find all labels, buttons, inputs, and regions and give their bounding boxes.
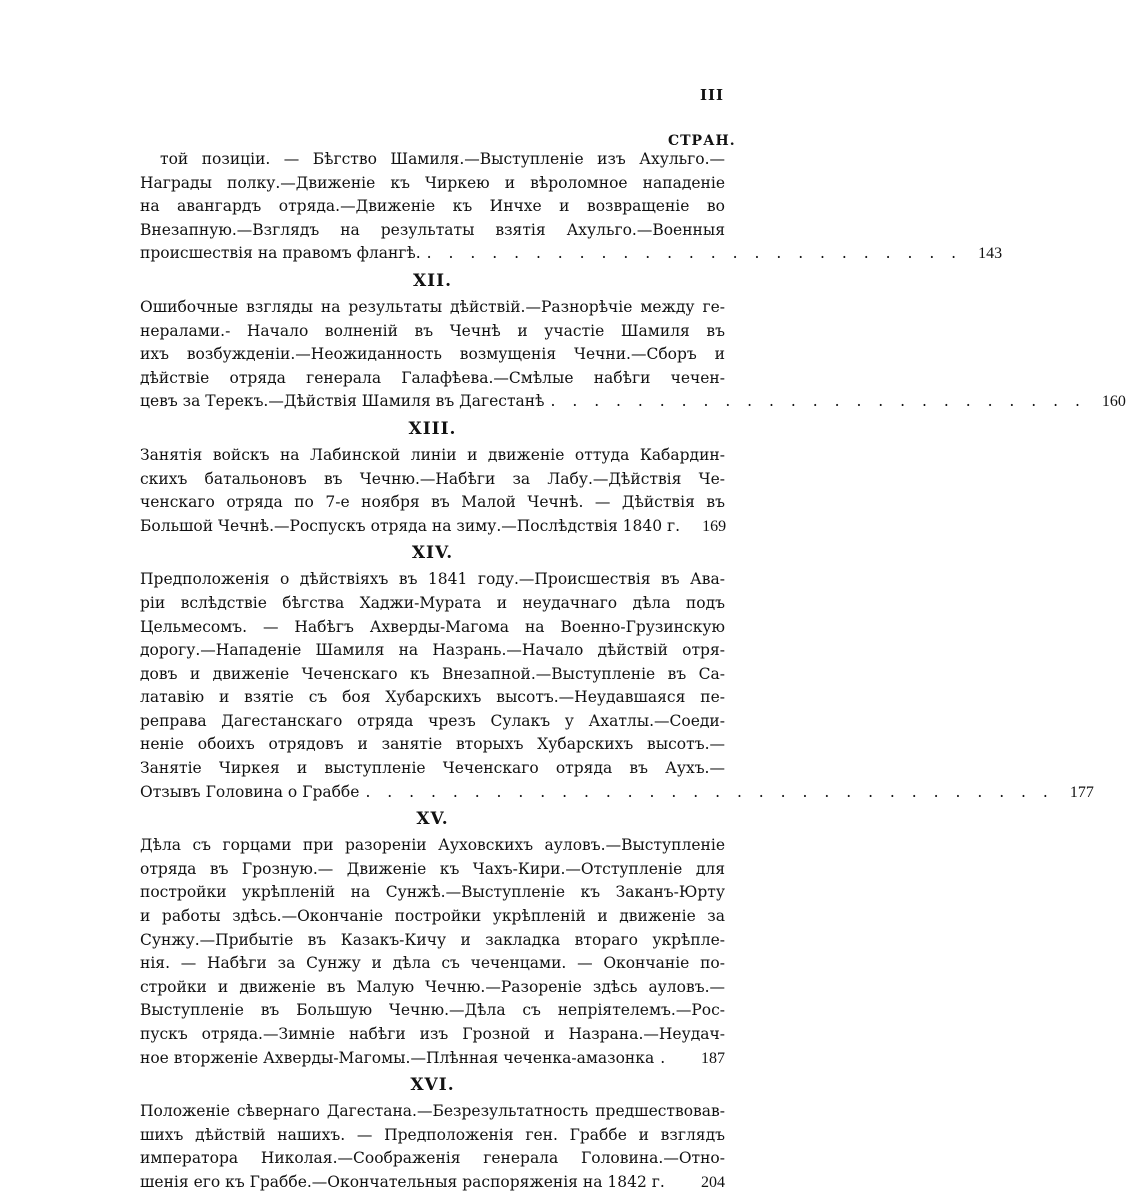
dot-leader: . . . . . . . . . . . . . . . . . . . . . . . . . . . . . . . . [365, 782, 1054, 801]
toc-text-line: неніе обоихъ отрядовъ и занятіе вторыхъ Хубарскихъ высотъ.— [140, 735, 725, 754]
toc-text-line: и работы здѣсь.—Окончаніе постройки укрѣпленій и движеніе за [140, 907, 725, 926]
toc-page-number: 204 [701, 1173, 725, 1191]
toc-text-line: ріи вслѣдствіе бѣгства Хаджи-Мурата и неудачнаго дѣла подъ [140, 593, 725, 612]
toc-text-line: нералами.- Начало волненій въ Чечнѣ и участіе Шамиля въ [140, 321, 725, 340]
toc-text-line: довъ и движеніе Чеченскаго къ Внезапной.—Выступленіе въ Са- [140, 664, 725, 683]
toc-text-line: Сунжу.—Прибытіе въ Казакъ-Кичу и закладка втораго укрѣпле- [140, 930, 725, 949]
toc-text-line: Положеніе сѣвернаго Дагестана.—Безрезультатность предшествовав- [140, 1102, 725, 1121]
toc-section [140, 148, 1003, 266]
toc-text-line: Предположенія о дѣйствіяхъ въ 1841 году.—Происшествія въ Ава- [140, 570, 725, 589]
page-column-header: СТРАН. [668, 133, 736, 149]
toc-text-line: дорогу.—Нападеніе Шамиля на Назрань.—Начало дѣйствій отря- [140, 641, 725, 660]
chapter-heading: XVI. [410, 1075, 455, 1096]
toc-text-line: Цельмесомъ. — Набѣгъ Ахверды-Магома на Военно-Грузинскую [140, 617, 725, 636]
toc-page-number: 177 [1069, 783, 1094, 801]
toc-text-line: Внезапную.—Взглядъ на результаты взятія Ахульго.—Военныя [140, 220, 725, 239]
toc-page-number: 143 [978, 245, 1003, 263]
toc-page-number: 169 [702, 517, 727, 535]
toc-text-line: Выступленіе въ Большую Чечню.—Дѣла съ непріятелемъ.—Рос- [140, 1001, 725, 1020]
toc-text-line: скихъ батальоновъ въ Чечню.—Набѣги за Лабу.—Дѣйствія Че- [140, 469, 725, 488]
toc-text-line: Занятіе Чиркея и выступленіе Чеченскаго отряда въ Аухъ.— [140, 759, 725, 778]
toc-text-line: стройки и движеніе въ Малую Чечню.—Разореніе здѣсь ауловъ.— [140, 977, 725, 996]
toc-text-line: Дѣла съ горцами при разореніи Ауховскихъ ауловъ.—Выступленіе [140, 836, 725, 855]
page-number: III [700, 86, 725, 104]
toc-entry-final-line [140, 781, 1094, 805]
toc-text-line: ное вторженіе Ахверды-Магомы.—Плѣнная чеченка-амазонка [140, 1048, 655, 1067]
toc-text-line: Награды полку.—Движеніе къ Чиркею и вѣроломное нападеніе [140, 173, 725, 192]
toc-text-line: Большой Чечнѣ.—Роспускъ отряда на зиму.—Послѣдствія 1840 г. [140, 516, 681, 535]
toc-text-line: той позиціи. — Бѣгство Шамиля.—Выступленіе изъ Ахульго.— [160, 150, 725, 168]
toc-text-line: ихъ возбужденіи.—Неожиданность возмущенія Чечни.—Сборъ и [140, 345, 725, 364]
toc-text-line: дѣйствіе отряда генерала Галафѣева.—Смѣлые набѣги чечен- [140, 368, 725, 387]
toc-text-line: императора Николая.—Соображенія генерала Головина.—Отно- [140, 1149, 725, 1168]
toc-text-line: шихъ дѣйствій нашихъ. — Предположенія ген. Граббе и взглядъ [140, 1125, 725, 1144]
toc-text-line: шенія его къ Граббе.—Окончательныя распоряженія на 1842 г. [140, 1172, 665, 1191]
toc-section [140, 414, 725, 538]
toc-text-line: постройки укрѣпленій на Сунжѣ.—Выступленіе къ Заканъ-Юрту [140, 883, 725, 902]
chapter-heading: XIII. [408, 418, 457, 439]
chapter-heading: XIV. [411, 543, 454, 564]
toc-section [140, 1070, 725, 1194]
toc-text-line: пускъ отряда.—Зимніе набѣги изъ Грозной и Назрана.—Неудач- [140, 1025, 725, 1043]
toc-entry-final-line [140, 1171, 725, 1195]
toc-text-line: Ошибочные взгляды на результаты дѣйствій.—Разнорѣчіе между ге- [140, 297, 725, 316]
table-of-contents [140, 148, 1126, 1195]
chapter-heading: XII. [412, 270, 452, 291]
dot-leader: . . . . . . . . . . . . . . . . . . . . . . . . . [550, 392, 1086, 411]
toc-text-line: на авангардъ отряда.—Движеніе къ Инчхе и возвращеніе во [140, 197, 725, 216]
toc-page-number: 160 [1101, 393, 1126, 411]
toc-entry-final-line [140, 515, 725, 539]
toc-entry-final-line [140, 1047, 725, 1071]
toc-text-line: цевъ за Терекъ.—Дѣйствія Шамиля въ Дагестанѣ [140, 392, 545, 411]
toc-text-line: реправа Дагестанскаго отряда чрезъ Сулакъ у Ахатлы.—Соеди- [140, 711, 725, 730]
toc-text-line: отряда въ Грозную.— Движеніе къ Чахъ-Кири.—Отступленіе для [140, 859, 725, 878]
dot-leader: . [660, 1048, 672, 1067]
toc-text-line: Занятія войскъ на Лабинской линіи и движеніе оттуда Кабардин- [140, 445, 725, 464]
toc-section [140, 804, 725, 1070]
toc-section [140, 266, 1126, 414]
toc-page-number: 187 [701, 1049, 725, 1067]
chapter-heading: XV. [416, 809, 449, 830]
toc-text-line: ченскаго отряда по 7-е ноября въ Малой Чечнѣ. — Дѣйствія въ [140, 493, 725, 512]
toc-text-line: происшествія на правомъ флангѣ. [140, 244, 421, 263]
toc-text-line: латавію и взятіе съ боя Хубарскихъ высотъ.—Неудавшаяся пе- [140, 688, 725, 707]
toc-entry-final-line [140, 390, 1126, 414]
toc-text-line: Отзывъ Головина о Граббе [140, 782, 360, 801]
dot-leader: . . . . . . . . . . . . . . . . . . . . . . . . . [426, 244, 963, 263]
toc-text-line: нія. — Набѣги за Сунжу и дѣла съ чеченцами. — Окончаніе по- [140, 954, 725, 973]
toc-entry-final-line [140, 242, 1003, 266]
toc-section [140, 538, 1094, 804]
